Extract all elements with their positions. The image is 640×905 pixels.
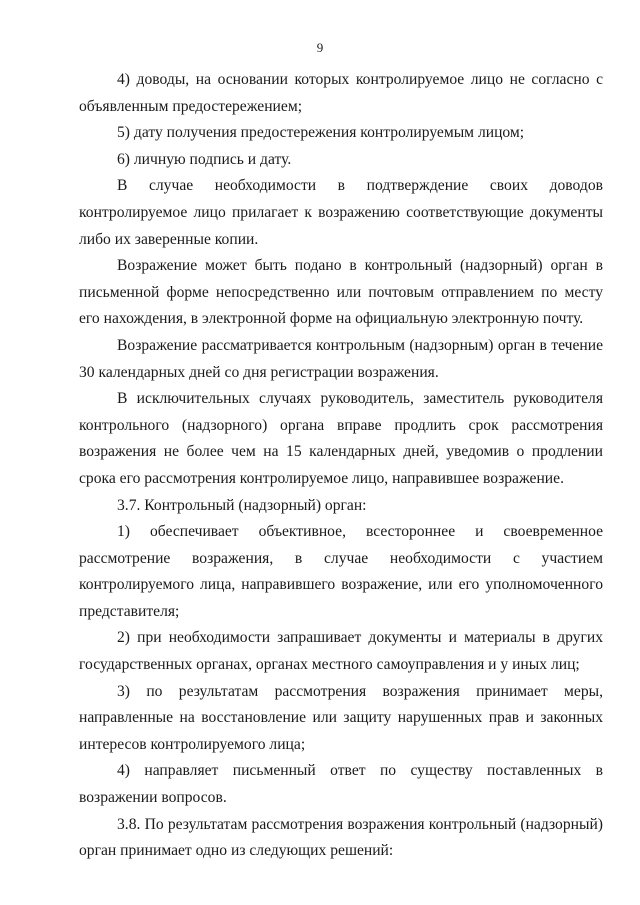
paragraph-review-period: Возражение рассматривается контрольным (надзорным) орган в течение 30 календарных дней со дня регистрации возражения. bbox=[79, 336, 603, 381]
paragraph-supporting-documents: В случае необходимости в подтверждение своих доводов контролируемое лицо прилагает к возражению соответствующие документы либо их заверенные копии. bbox=[79, 177, 603, 248]
paragraph-item-6-signature: 6) личную подпись и дату. bbox=[117, 150, 292, 168]
paragraph-3-7-item-1: 1) обеспечивает объективное, всестороннее и своевременное рассмотрение возражения, в случае необходимости с участием контролируемого лица, направившего возражение, или его уполномоченного представителя; bbox=[79, 523, 603, 620]
document-body bbox=[79, 67, 603, 865]
page-number: 9 bbox=[316, 40, 324, 55]
paragraph-item-5-date-received: 5) дату получения предостережения контролируемым лицом; bbox=[117, 124, 525, 142]
paragraph-3-7-item-3: 3) по результатам рассмотрения возражения принимает меры, направленные на восстановление или защиту нарушенных прав и законных интересов контролируемого лица; bbox=[79, 682, 603, 753]
paragraph-submission-methods: Возражение может быть подано в контрольный (надзорный) орган в письменной форме непосредственно или почтовым отправлением по месту его нахождения, в электронной форме на официальную электронную почту. bbox=[79, 257, 603, 328]
section-3-8-paragraph: 3.8. По результатам рассмотрения возражения контрольный (надзорный) орган принимает одно из следующих решений: bbox=[79, 815, 603, 860]
paragraph-item-4-arguments: 4) доводы, на основании которых контролируемое лицо не согласно с объявленным предостережением; bbox=[79, 71, 603, 115]
paragraph-extension: В исключительных случаях руководитель, заместитель руководителя контрольного (надзорного) органа вправе продлить срок рассмотрения возражения не более чем на 15 календарных дней, уведомив о продлении срока его рассмотрения контролируемое лицо, направившее возражение. bbox=[79, 390, 603, 487]
section-3-7-heading: 3.7. Контрольный (надзорный) орган: bbox=[117, 496, 367, 514]
paragraph-3-7-item-4: 4) направляет письменный ответ по существу поставленных в возражении вопросов. bbox=[79, 762, 603, 807]
paragraph-3-7-item-2: 2) при необходимости запрашивает документы и материалы в других государственных органах, органах местного самоуправления и у иных лиц; bbox=[79, 629, 603, 674]
